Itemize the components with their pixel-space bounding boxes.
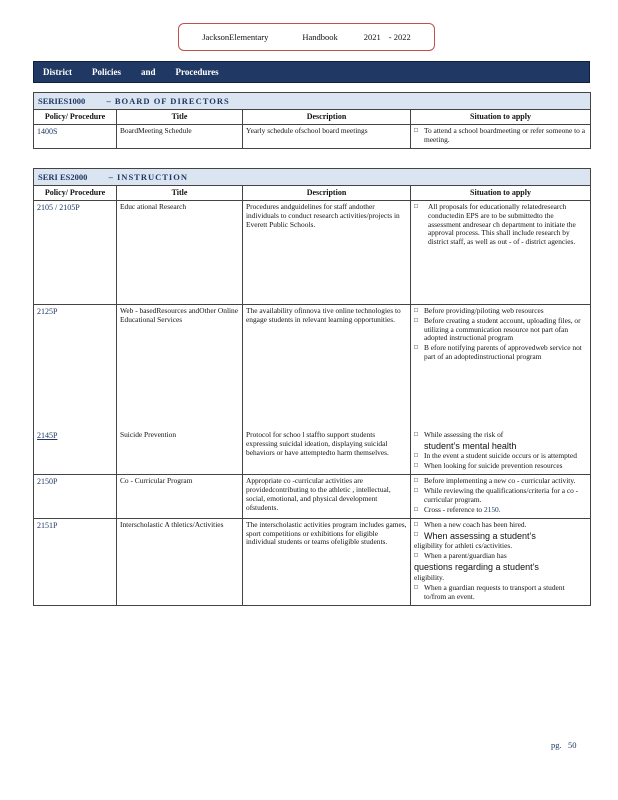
- col-policy: Policy/ Procedure: [34, 110, 117, 125]
- series-header-row: [34, 169, 591, 186]
- policy-title: BoardMeeting Schedule: [117, 124, 243, 148]
- situation-item-cont: questions regarding a student’s: [414, 562, 539, 573]
- series-code: SERI ES2000: [38, 172, 88, 182]
- cross-reference-link[interactable]: 2150.: [483, 504, 501, 514]
- banner-word: District: [43, 66, 72, 77]
- policy-description: The interscholastic activities program includes games, sport competitions or exhibitions for eligible individual students or teams ofeligible students.: [243, 518, 411, 605]
- table-row: [34, 124, 591, 148]
- table-row: [34, 304, 591, 429]
- policy-code-cell: [34, 304, 117, 429]
- series-name: – BOARD OF DIRECTORS: [106, 96, 230, 106]
- series-1000-section: [33, 92, 590, 149]
- series-2000-table: [33, 168, 591, 606]
- handbook-header-box: [178, 23, 435, 51]
- situation-item: □ While reviewing the qualifications/criteria for a co - curricular program.: [414, 487, 587, 505]
- year-end: - 2022: [388, 31, 411, 42]
- banner-word: and: [141, 66, 156, 77]
- policy-description: Appropriate co -curricular activities are providedcontributing to the athletic , intellectual, social, emotional, and physical development ofstudents.: [243, 475, 411, 519]
- situation-item: □ Before creating a student account, uploading files, or utilizing a communication resource not part ofan adopted instructional program: [414, 317, 587, 344]
- policy-code[interactable]: 2150P: [34, 475, 117, 519]
- situation-item: □ When a guardian requests to transport a student to/from an event.: [414, 584, 587, 602]
- column-header-row: [34, 110, 591, 125]
- year-start: 2021: [363, 31, 381, 42]
- policy-code[interactable]: 1400S: [34, 124, 117, 148]
- district-policies-banner: [33, 61, 590, 83]
- policy-situation: [411, 429, 591, 475]
- policy-title: Suicide Prevention: [117, 429, 243, 475]
- policy-title: Web - basedResources andOther Online Educational Services: [117, 304, 243, 429]
- policy-code[interactable]: 2125P: [37, 306, 58, 316]
- col-title: Title: [117, 186, 243, 201]
- situation-item: □ When a new coach has been hired.: [414, 521, 587, 530]
- situation-item: □ When assessing a student’s: [414, 531, 587, 542]
- situation-item: □ To attend a school boardmeeting or refer someone to a meeting.: [414, 127, 587, 145]
- situation-item-cont: eligibility for athleti cs/activities.: [414, 541, 513, 551]
- page-label: pg.: [551, 740, 562, 750]
- policy-title: Co - Curricular Program: [117, 475, 243, 519]
- col-description: Description: [243, 186, 411, 201]
- policy-situation: [411, 304, 591, 429]
- school-name: JacksonElementary: [202, 31, 269, 42]
- situation-item: □ Before implementing a new co - curricular activity.: [414, 477, 587, 486]
- page-num: 50: [568, 740, 577, 750]
- policy-code[interactable]: 2151P: [34, 518, 117, 605]
- policy-description: Protocol for schoo l staffto support students expressing suicidal ideation, displaying suicidal behaviors or have attemptedto harm themselves.: [243, 429, 411, 475]
- policy-description: Procedures andguidelines for staff andother individuals to conduct research activities/projects in Everett Public Schools.: [243, 200, 411, 304]
- document-name: Handbook: [302, 31, 338, 42]
- series-code: SERIES1000: [38, 96, 86, 106]
- situation-item: □ In the event a student suicide occurs or is attempted: [414, 452, 587, 461]
- policy-code-link[interactable]: 2145P: [37, 430, 58, 440]
- column-header-row: [34, 186, 591, 201]
- series-2000-section: [33, 168, 590, 606]
- policy-code[interactable]: 2105 / 2105P: [34, 200, 117, 304]
- cross-reference-text: Cross - reference to: [424, 504, 483, 514]
- col-policy: Policy/ Procedure: [34, 186, 117, 201]
- policy-title: Interscholastic A thletics/Activities: [117, 518, 243, 605]
- situation-item: □ When a parent/guardian has: [414, 552, 587, 561]
- policy-title: Educ ational Research: [117, 200, 243, 304]
- policy-situation: [411, 124, 591, 148]
- table-row: [34, 429, 591, 475]
- policy-situation: [411, 518, 591, 605]
- table-row: [34, 200, 591, 304]
- policy-situation: [411, 475, 591, 519]
- col-situation: Situation to apply: [411, 110, 591, 125]
- situation-item: □ Before providing/piloting web resources: [414, 307, 587, 316]
- col-description: Description: [243, 110, 411, 125]
- table-row: [34, 475, 591, 519]
- series-name: – INSTRUCTION: [108, 172, 188, 182]
- situation-item: □ B efore notifying parents of approvedweb service not part of an adoptedinstructional program: [414, 344, 587, 362]
- banner-word: Policies: [92, 66, 121, 77]
- col-situation: Situation to apply: [411, 186, 591, 201]
- situation-item: student’s mental health: [424, 440, 517, 451]
- col-title: Title: [117, 110, 243, 125]
- series-header-row: [34, 93, 591, 110]
- policy-description: Yearly schedule ofschool board meetings: [243, 124, 411, 148]
- policy-description: The availability ofinnova tive online technologies to engage students in relevant learning opportunities.: [243, 304, 411, 429]
- situation-item: □ All proposals for educationally relatedresearch conductedin EPS are to be submittedto the assessment andresear ch department to initiate the approval process. This shall include research by district staff, as well as out - of - district agencies.: [414, 203, 587, 247]
- policy-situation: [411, 200, 591, 304]
- situation-item: □ When looking for suicide prevention resources: [414, 462, 587, 471]
- series-1000-table: [33, 92, 591, 149]
- table-row: [34, 518, 591, 605]
- situation-item-cont: eligibility.: [414, 572, 445, 582]
- situation-item: □ While assessing the risk of: [414, 431, 587, 440]
- situation-item: [414, 506, 587, 515]
- banner-word: Procedures: [175, 66, 219, 77]
- page-number: [551, 740, 577, 750]
